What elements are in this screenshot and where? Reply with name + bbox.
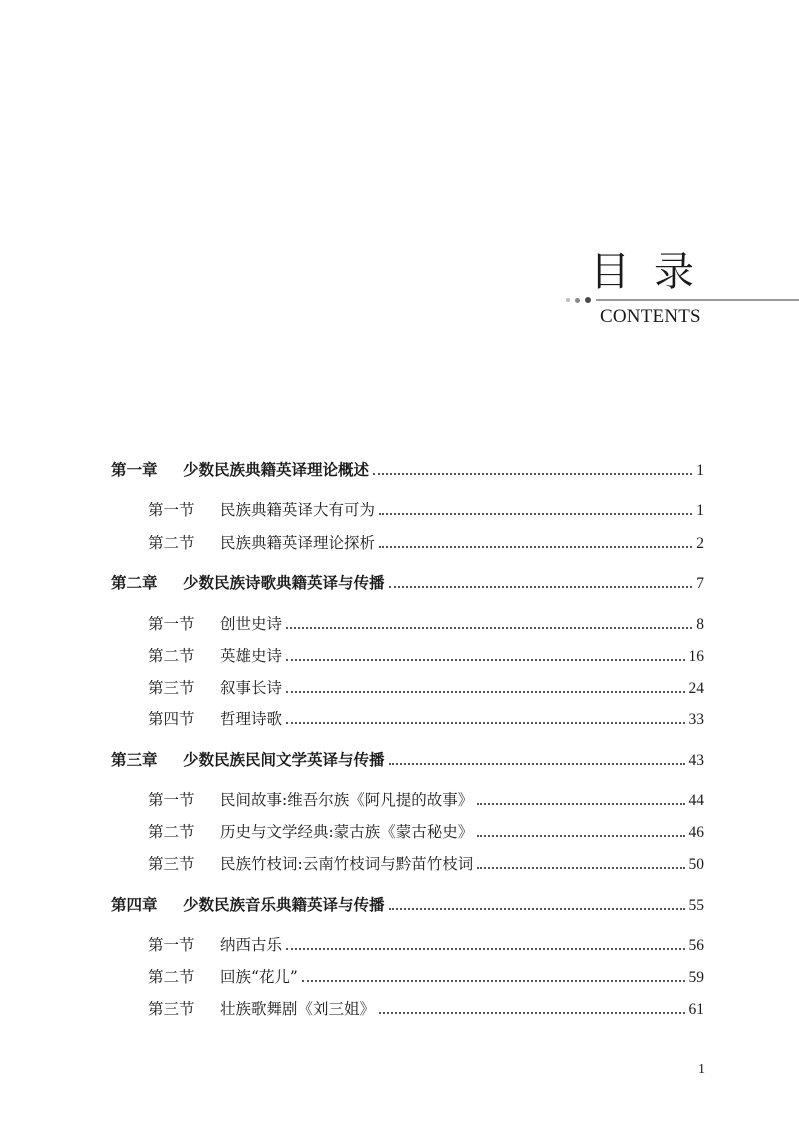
toc-entry-page: 44 [688,792,704,809]
dot-leader [389,762,685,765]
toc-entry-title: 少数民族诗歌典籍英译与传播 [183,574,385,592]
dot-leader [389,907,685,910]
dot-icon [585,297,591,303]
dot-leader [379,512,692,515]
toc-section-entry[interactable] [148,854,704,875]
toc-entry-title: 英雄史诗 [220,647,283,665]
toc-entry-number: 第三节 [148,1000,195,1018]
toc-section-entry[interactable] [148,822,704,843]
toc-entry-number: 第三章 [111,751,158,769]
toc-section-entry[interactable] [148,678,704,699]
toc-entry-title: 叙事长诗 [220,679,283,697]
toc-entry-number: 第二章 [111,574,158,592]
toc-chapter-entry[interactable] [111,895,704,916]
toc-entry-title: 回族“花儿” [220,968,298,986]
toc-section-entry[interactable] [148,646,704,667]
toc-entry-number: 第一节 [148,936,195,954]
toc-entry-number: 第四节 [148,710,195,728]
toc-entry-page: 24 [688,680,704,697]
toc-entry-page: 56 [688,937,704,954]
toc-chapter-entry[interactable] [111,573,704,594]
toc-entry-title: 民族典籍英译大有可为 [220,501,376,519]
toc-entry-page: 1 [696,502,704,519]
toc-entry-number: 第二节 [148,647,195,665]
toc-entry-title: 少数民族音乐典籍英译与传播 [183,896,385,914]
toc-entry-number: 第三节 [148,855,195,873]
toc-entry-title: 壮族歌舞剧《刘三姐》 [220,1000,376,1018]
toc-chapter-entry[interactable] [111,750,704,771]
toc-section-entry[interactable] [148,533,704,554]
toc-section-entry[interactable] [148,790,704,811]
toc-section-entry[interactable] [148,500,704,521]
toc-entry-number: 第二节 [148,534,195,552]
toc-entry-page: 8 [696,616,704,633]
toc-entry-page: 55 [688,897,704,914]
toc-entry-page: 16 [688,648,704,665]
toc-entry-number: 第二节 [148,968,195,986]
toc-entry-number: 第一节 [148,501,195,519]
toc-entry-title: 民族典籍英译理论探析 [220,534,376,552]
toc-entry-title: 少数民族民间文学英译与传播 [183,751,385,769]
toc-section-entry[interactable] [148,614,704,635]
dot-leader [286,626,692,629]
toc-entry-title: 民间故事:维吾尔族《阿凡提的故事》 [220,791,474,809]
toc-entry-number: 第三节 [148,679,195,697]
toc-entry-title: 哲理诗歌 [220,710,283,728]
toc-entry-page: 46 [688,824,704,841]
toc-section-entry[interactable] [148,935,704,956]
dot-leader [379,1011,684,1014]
toc-entry-number: 第一章 [111,461,158,479]
toc-entry-page: 7 [696,575,704,592]
toc-section-entry[interactable] [148,967,704,988]
toc-entry-page: 1 [696,462,704,479]
dot-leader [477,866,684,869]
dot-leader [286,658,684,661]
toc-entry-page: 61 [688,1001,704,1018]
dot-icon [566,298,570,302]
dot-leader [379,545,692,548]
dot-leader [302,979,685,982]
page-subtitle: CONTENTS [600,306,701,327]
toc-entry-title: 历史与文学经典:蒙古族《蒙古秘史》 [220,823,474,841]
dot-leader [389,585,693,588]
toc-entry-title: 民族竹枝词:云南竹枝词与黔苗竹枝词 [220,855,474,873]
page-number: 1 [698,1062,705,1077]
toc-chapter-entry[interactable] [111,460,704,481]
toc-entry-page: 2 [696,535,704,552]
toc-entry-title: 少数民族典籍英译理论概述 [183,461,370,479]
toc-section-entry[interactable] [148,999,704,1020]
toc-entry-number: 第二节 [148,823,195,841]
toc-entry-page: 59 [688,969,704,986]
dot-icon [575,298,580,303]
dot-leader [373,472,692,475]
toc-entry-number: 第一节 [148,791,195,809]
dot-leader [286,690,684,693]
dot-leader [477,802,684,805]
dot-leader [286,947,684,950]
toc-entry-page: 50 [688,856,704,873]
toc-entry-title: 纳西古乐 [220,936,283,954]
toc-entry-page: 43 [688,752,704,769]
toc-entry-number: 第四章 [111,896,158,914]
dot-leader [286,721,684,724]
toc-entry-page: 33 [688,711,704,728]
page-title: 目录 [590,249,718,295]
toc-section-entry[interactable] [148,709,704,730]
dot-leader [477,834,684,837]
toc-entry-number: 第一节 [148,615,195,633]
title-rule [596,299,799,301]
toc-entry-title: 创世史诗 [220,615,283,633]
